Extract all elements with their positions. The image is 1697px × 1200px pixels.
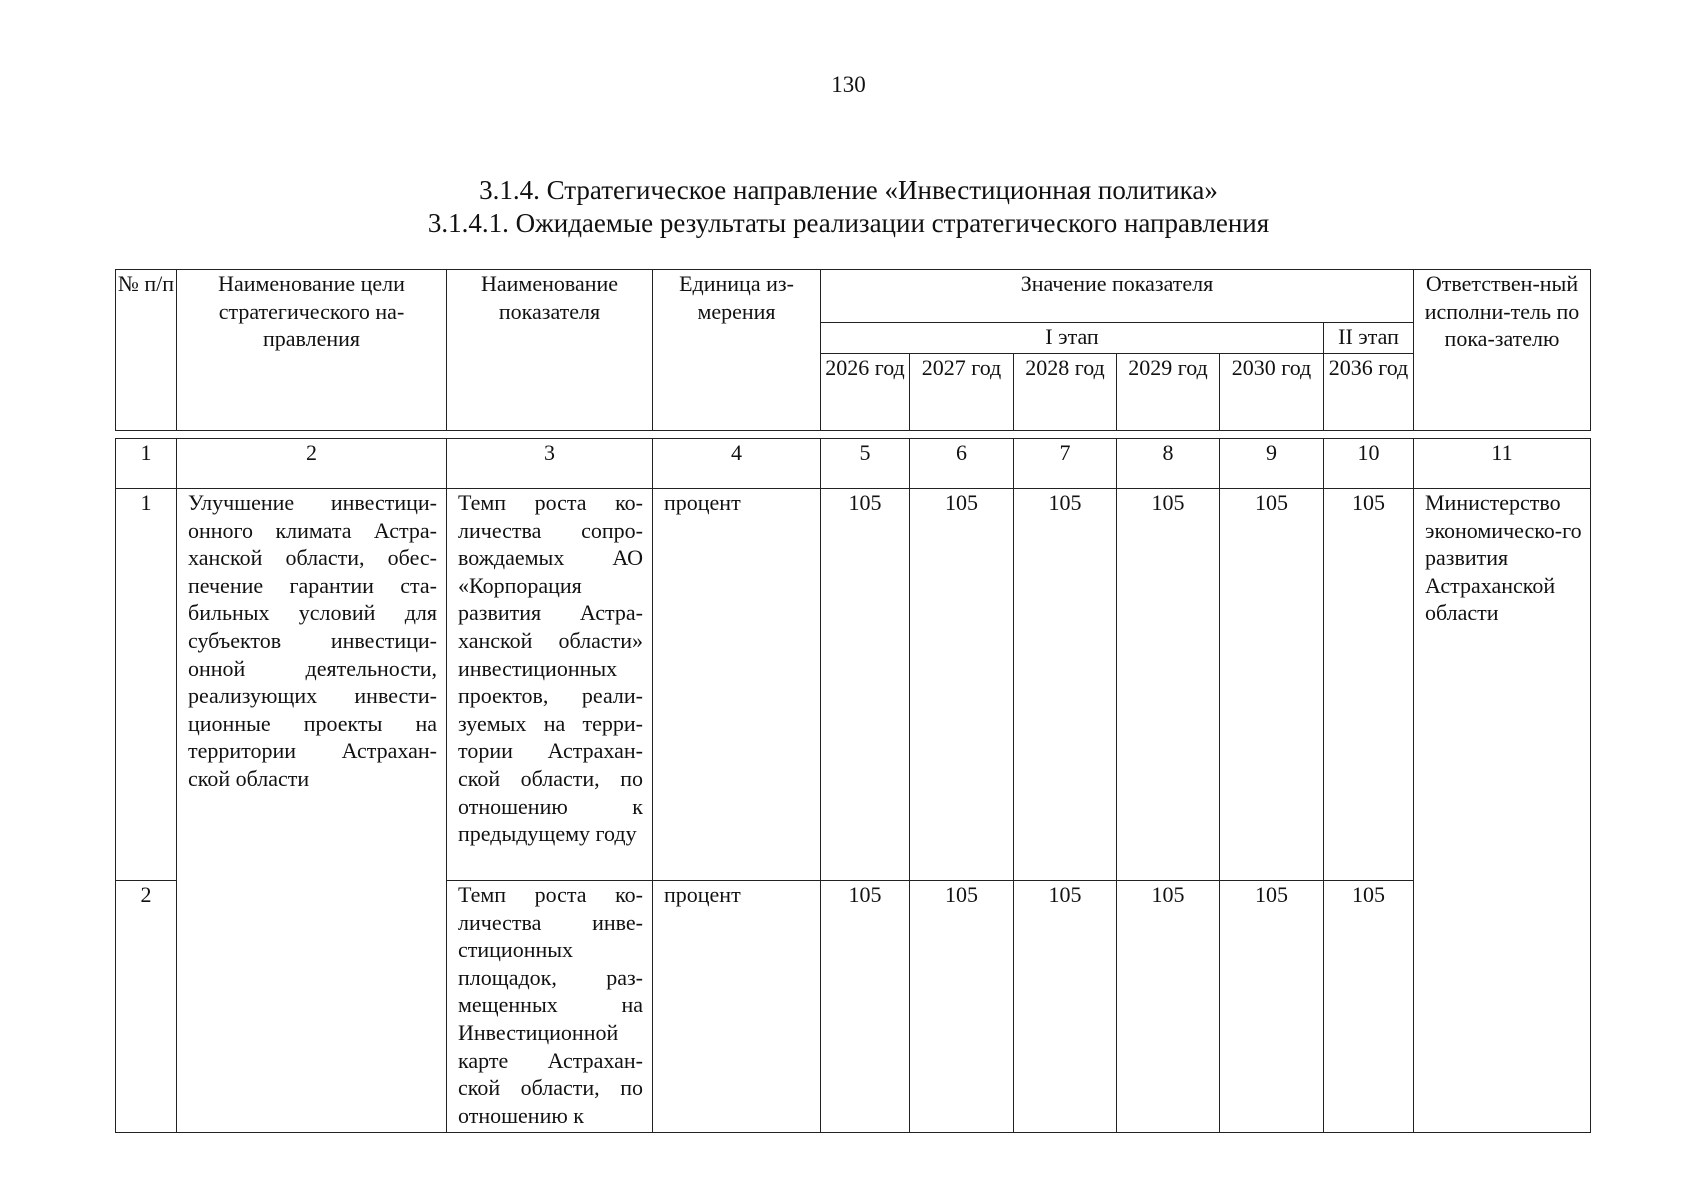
table-body [115,488,1591,1133]
header-responsible: Ответствен-ный исполни-тель по пока-зателю [1414,270,1591,431]
value-cell: 105 [910,489,1014,881]
goal-cell: Улучшение инвестици-онного климата Астра-ханской области, обес-печение гарантии ста-бильных условий для субъектов инвестици-онной деятельности, реализующих инвести-ционные проекты на территории Астрахан-ской области [177,489,447,1133]
column-number: 2 [177,439,447,489]
value-cell: 105 [1117,489,1220,881]
header-unit: Единица из-мерения [653,270,821,431]
header-year: 2036 год [1324,354,1414,431]
column-number: 6 [910,439,1014,489]
header-year: 2029 год [1117,354,1220,431]
section-heading: 3.1.4. Стратегическое направление «Инвестиционная политика» [479,175,1218,205]
header-stage-2: II этап [1324,323,1414,354]
value-cell: 105 [1014,881,1117,1133]
value-cell: 105 [1324,489,1414,881]
value-cell: 105 [1014,489,1117,881]
table-header [115,269,1591,431]
table-row [116,489,1591,881]
value-cell: 105 [1324,881,1414,1133]
column-number: 10 [1324,439,1414,489]
column-number: 4 [653,439,821,489]
page-number: 130 [831,72,866,97]
column-number: 1 [116,439,177,489]
row-number: 1 [116,489,177,881]
header-indicator: Наименование показателя [447,270,653,431]
header-year: 2030 год [1220,354,1324,431]
unit-cell: процент [653,489,821,881]
row-number: 2 [116,881,177,1133]
value-cell: 105 [1220,881,1324,1133]
responsible-cell: Министерство экономическо-го развития Астраханской области [1414,489,1591,1133]
header-value-group: Значение показателя [821,270,1414,323]
column-number: 7 [1014,439,1117,489]
header-number: № п/п [116,270,177,431]
column-number: 9 [1220,439,1324,489]
column-number: 5 [821,439,910,489]
indicator-cell: Темп роста ко-личества инве-стиционных площадок, раз-мещенных на Инвестиционной карте Астрахан-ской области, по отношению к [447,881,653,1133]
header-year: 2028 год [1014,354,1117,431]
column-number: 8 [1117,439,1220,489]
value-cell: 105 [821,489,910,881]
value-cell: 105 [1117,881,1220,1133]
header-year: 2026 год [821,354,910,431]
column-number: 3 [447,439,653,489]
header-goal: Наименование цели стратегического на-правления [177,270,447,431]
header-year: 2027 год [910,354,1014,431]
indicator-cell: Темп роста ко-личества сопро-вождаемых АО «Корпорация развития Астра-ханской области» инвестиционных проектов, реали-зуемых на терри-тории Астрахан-ской области, по отношению к предыдущему году [447,489,653,881]
header-stage-1: I этап [821,323,1324,354]
subsection-heading: 3.1.4.1. Ожидаемые результаты реализации стратегического направления [427,208,1270,238]
column-number: 11 [1414,439,1591,489]
value-cell: 105 [1220,489,1324,881]
value-cell: 105 [910,881,1014,1133]
value-cell: 105 [821,881,910,1133]
table-column-numbers [115,438,1591,489]
unit-cell: процент [653,881,821,1133]
